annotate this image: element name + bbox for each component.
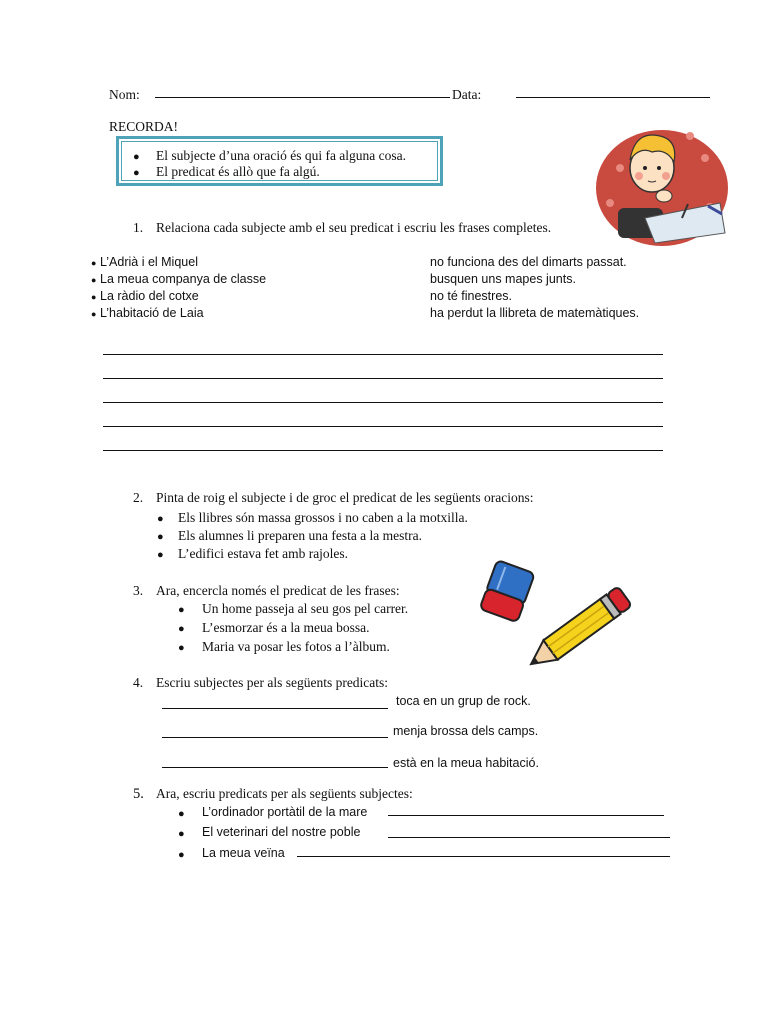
exercise4-number: 4. (133, 675, 144, 690)
bullet-icon: ● (157, 513, 164, 525)
boy-drawing-illustration (590, 118, 730, 248)
exercise2-item: Els alumnes li preparen una festa a la mestra. (178, 528, 423, 543)
bullet-icon: ● (91, 258, 97, 268)
predicate-item: busquen uns mapes junts. (430, 272, 576, 286)
name-field[interactable] (155, 97, 450, 98)
exercise2-instruction: Pinta de roig el subjecte i de groc el predicat de les següents oracions: (156, 490, 534, 505)
subject-answer-line[interactable] (162, 737, 388, 738)
exercise3-number: 3. (133, 583, 144, 598)
exercise3-item: Maria va posar les fotos a l’àlbum. (202, 639, 390, 654)
bullet-icon: ● (178, 849, 185, 861)
bullet-icon: ● (91, 309, 97, 319)
predicate-item: ha perdut la llibreta de matemàtiques. (430, 306, 640, 320)
bullet-icon: ● (178, 642, 185, 654)
exercise4-instruction: Escriu subjectes per als següents predicats: (156, 675, 389, 690)
bullet-icon: ● (133, 151, 140, 163)
exercise4-item: està en la meua habitació. (393, 756, 539, 770)
exercise3-item: L’esmorzar és a la meua bossa. (202, 620, 370, 635)
exercise4-item: toca en un grup de rock. (396, 694, 531, 708)
answer-line[interactable] (103, 402, 663, 403)
predicate-item: no té finestres. (430, 289, 512, 303)
exercise4-item: menja brossa dels camps. (393, 724, 539, 738)
exercise5-instruction: Ara, escriu predicats per als següents subjectes: (156, 786, 413, 801)
subject-item: La meua companya de classe (100, 272, 267, 286)
exercise5-item: El veterinari del nostre poble (202, 825, 361, 839)
exercise1-instruction: Relaciona cada subjecte amb el seu predicat i escriu les frases completes. (156, 220, 552, 235)
predicate-item: no funciona des del dimarts passat. (430, 255, 627, 269)
subject-answer-line[interactable] (162, 708, 388, 709)
exercise2-item: Els llibres són massa grossos i no caben a la motxilla. (178, 510, 468, 525)
exercise3-item: Un home passeja al seu gos pel carrer. (202, 601, 409, 616)
bullet-icon: ● (157, 549, 164, 561)
subject-item: L’habitació de Laia (100, 306, 204, 320)
bullet-icon: ● (91, 275, 97, 285)
predicate-answer-line[interactable] (388, 837, 670, 838)
predicate-answer-line[interactable] (297, 856, 670, 857)
date-label: Data: (452, 87, 482, 102)
exercise2-item: L’edifici estava fet amb rajoles. (178, 546, 349, 561)
answer-line[interactable] (103, 450, 663, 451)
date-field[interactable] (516, 97, 710, 98)
answer-line[interactable] (103, 354, 663, 355)
bullet-icon: ● (178, 808, 185, 820)
bullet-icon: ● (178, 828, 185, 840)
recorda-item: El predicat és allò que fa algú. (156, 164, 320, 179)
pencil-icon (516, 580, 640, 680)
bullet-icon: ● (157, 531, 164, 543)
name-label: Nom: (109, 87, 140, 102)
answer-line[interactable] (103, 426, 663, 427)
subject-item: L’Adrià i el Miquel (100, 255, 198, 269)
answer-line[interactable] (103, 378, 663, 379)
exercise5-item: La meua veïna (202, 846, 285, 860)
subject-item: La ràdio del cotxe (100, 289, 199, 303)
bullet-icon: ● (178, 623, 185, 635)
exercise3-instruction: Ara, encercla només el predicat de les frases: (156, 583, 400, 598)
exercise1-number: 1. (133, 220, 144, 235)
exercise5-number: 5. (133, 786, 144, 802)
bullet-icon: ● (178, 604, 185, 616)
bullet-icon: ● (91, 292, 97, 302)
exercise5-item: L’ordinador portàtil de la mare (202, 805, 368, 819)
exercise2-number: 2. (133, 490, 144, 505)
subject-answer-line[interactable] (162, 767, 388, 768)
recorda-title: RECORDA! (109, 119, 179, 134)
recorda-item: El subjecte d’una oració és qui fa alguna cosa. (156, 148, 407, 163)
bullet-icon: ● (133, 167, 140, 179)
predicate-answer-line[interactable] (388, 815, 664, 816)
